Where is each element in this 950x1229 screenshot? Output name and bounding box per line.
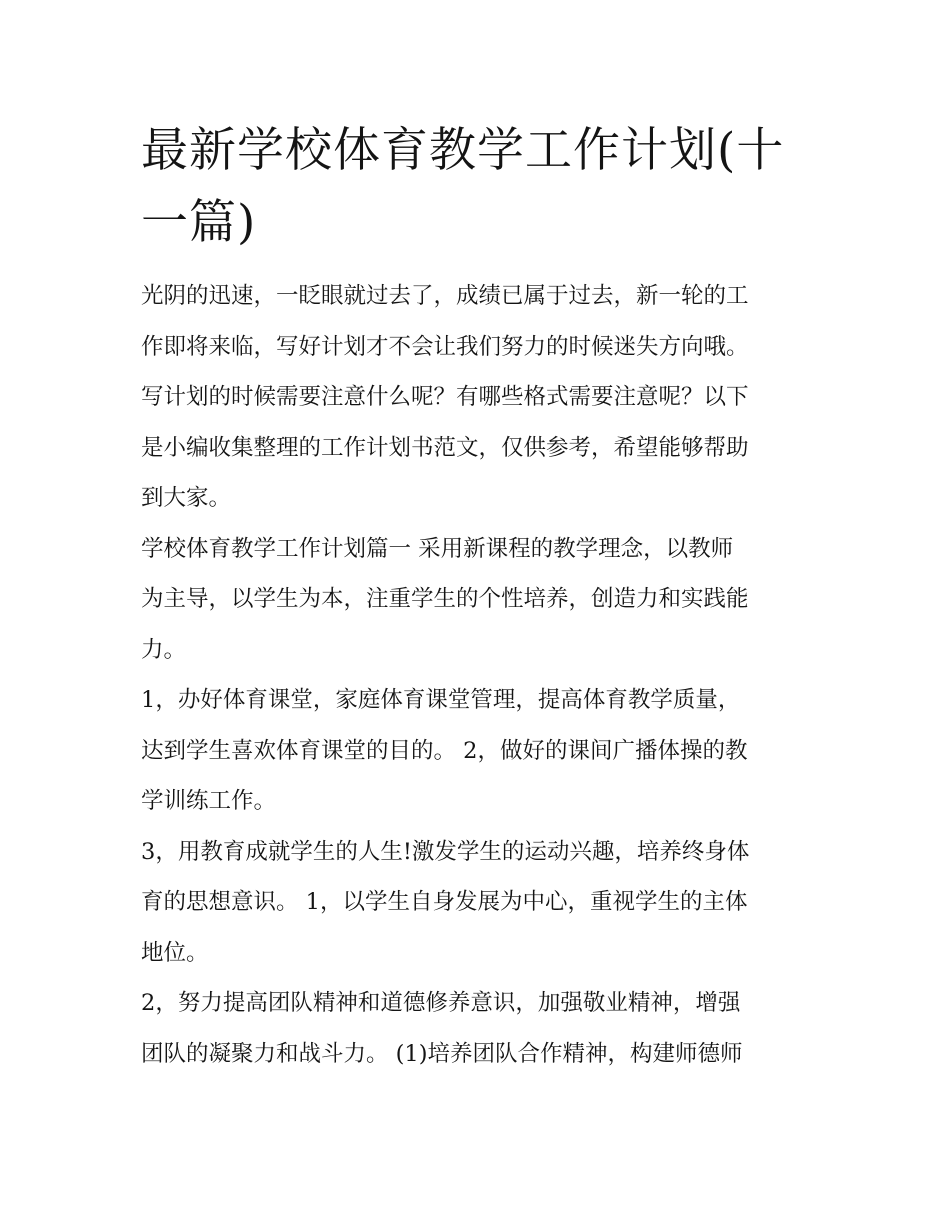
text-line: 作即将来临，写好计划才不会让我们努力的时候迷失方向哦。 [141,333,749,360]
list-paragraph [141,827,813,979]
text-line: 1，办好体育课堂，家庭体育课堂管理，提高体育教学质量， [141,687,741,713]
text-line: 力。 [141,636,187,663]
title-line: 一篇) [141,195,257,250]
section-one-paragraph [141,524,813,676]
document-body [141,271,813,1079]
text-line: 育的思想意识。 1，以学生自身发展为中心，重视学生的主体 [141,889,748,915]
document-title [141,115,813,259]
text-line: 是小编收集整理的工作计划书范文，仅供参考，希望能够帮助 [141,434,749,461]
text-line: 写计划的时候需要注意什么呢？有哪些格式需要注意呢？以下 [141,384,749,410]
text-line: 到大家。 [141,485,232,511]
text-line: 达到学生喜欢体育课堂的目的。 2，做好的课间广播体操的教 [141,737,748,764]
list-paragraph [141,978,813,1079]
document-page [141,115,813,1079]
intro-paragraph [141,271,813,524]
list-paragraph [141,675,813,827]
text-line: 为主导，以学生为本，注重学生的个性培养，创造力和实践能 [141,586,749,612]
text-line: 学训练工作。 [141,788,277,814]
text-line: 学校体育教学工作计划篇一 采用新课程的教学理念，以教师 [141,535,734,562]
text-line: 3，用教育成就学生的人生!激发学生的运动兴趣，培养终身体 [141,838,750,865]
text-line: 团队的凝聚力和战斗力。 (1)培养团队合作精神，构建师德师 [141,1040,743,1067]
title-line: 最新学校体育教学工作计划(十 [141,123,785,178]
text-line: 地位。 [141,939,209,966]
text-line: 2，努力提高团队精神和道德修养意识，加强敬业精神，增强 [141,990,741,1016]
text-line: 光阴的迅速，一眨眼就过去了，成绩已属于过去，新一轮的工 [141,283,749,309]
